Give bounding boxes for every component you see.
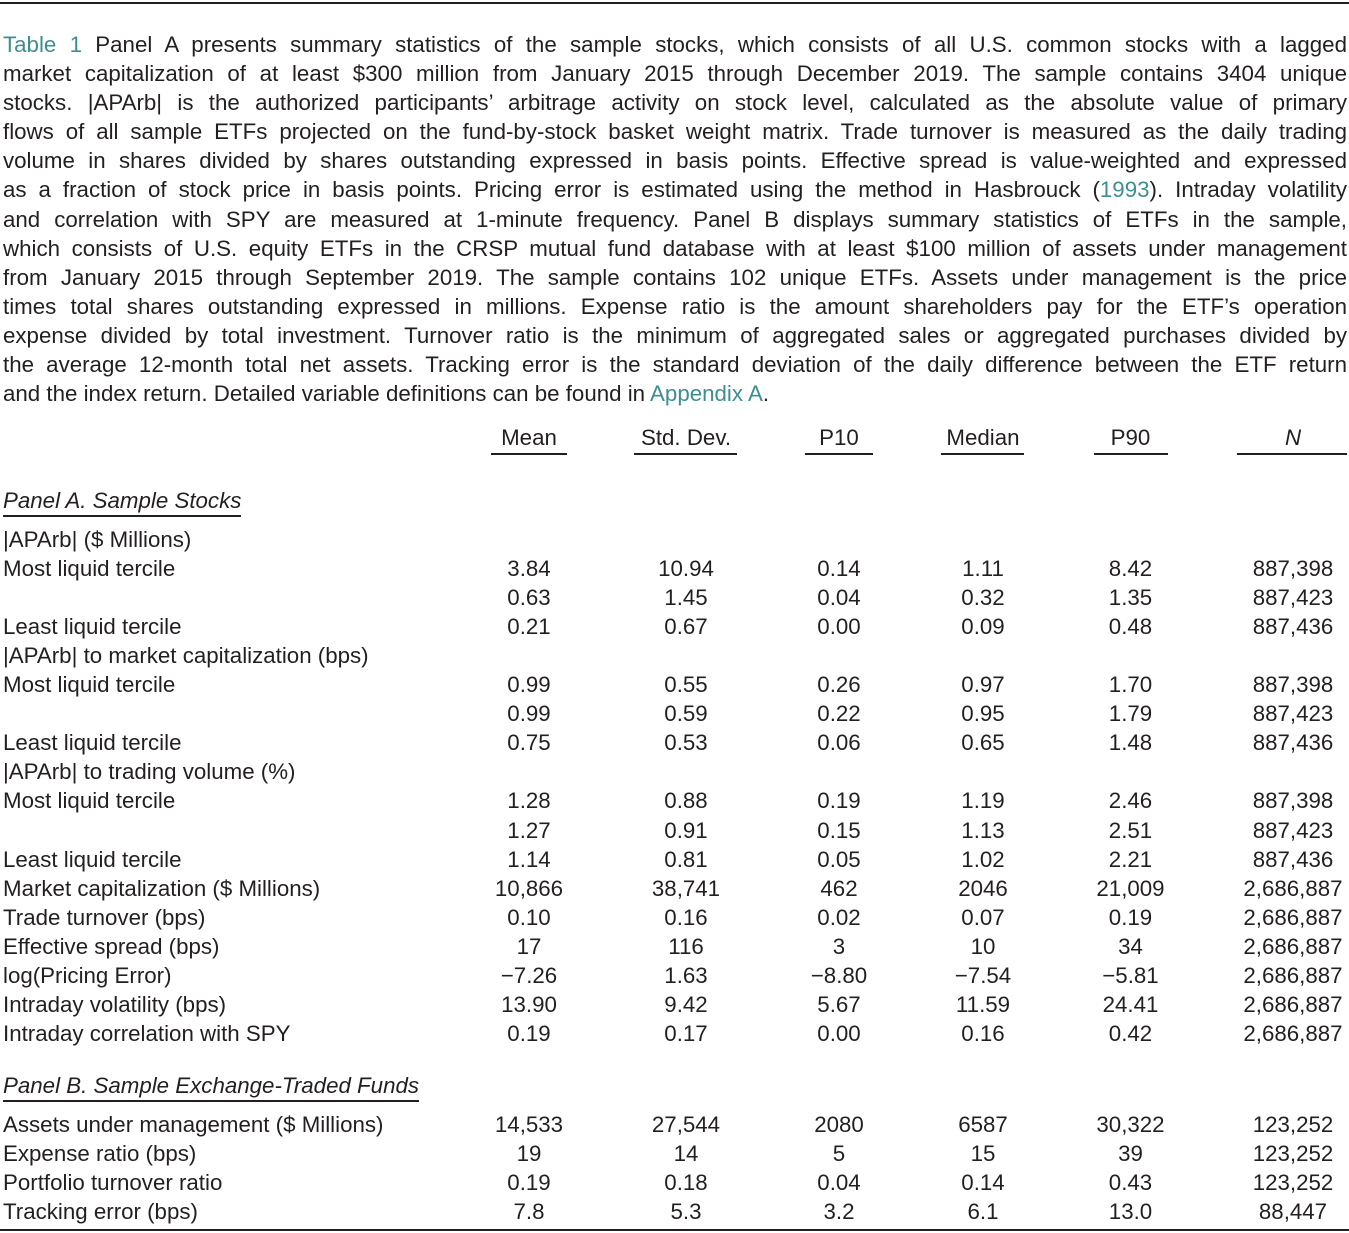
table-cell: 21,009 — [1096, 875, 1165, 901]
table-cell: 0.67 — [664, 614, 708, 640]
table-cell: 2.51 — [1108, 817, 1153, 843]
row-label: log(Pricing Error) — [3, 962, 172, 988]
table-cell: 8.42 — [1108, 556, 1153, 582]
table-cell: 15 — [970, 1141, 996, 1167]
table-cell: 30,322 — [1096, 1112, 1165, 1137]
table-row — [0, 990, 1349, 1019]
caption-line: and correlation with SPY are measured at 1-minute frequency. Panel B displays summary statistics of ETFs in the sample, — [3, 206, 1347, 232]
caption-line: from January 2015 through September 2019. The sample contains 102 unique ETFs. Assets under management is the price — [3, 264, 1347, 290]
table-cell: 5 — [832, 1141, 846, 1167]
table-cell: 887,398 — [1252, 788, 1334, 814]
caption-line: flows of all sample ETFs projected on the fund-by-stock basket weight matrix. Trade turnover is measured as the daily trading — [3, 119, 1347, 145]
table-caption — [3, 30, 1347, 408]
caption-line — [3, 379, 1347, 408]
row-label: |APArb| to market capitalization (bps) — [3, 643, 369, 669]
table-cell: 116 — [668, 933, 704, 959]
caption-text: . — [762, 381, 770, 407]
table-cell: 0.19 — [817, 788, 861, 814]
table-cell: 39 — [1118, 1141, 1143, 1167]
table-header-row — [0, 423, 1349, 452]
table-row — [0, 554, 1349, 583]
table-cell: 2,686,887 — [1243, 904, 1343, 930]
table-cell: 1.27 — [507, 817, 551, 843]
table-cell: 2,686,887 — [1243, 875, 1343, 901]
reference-link[interactable]: Appendix A — [650, 381, 763, 407]
table-cell: 5.3 — [670, 1199, 702, 1225]
table-cell: 887,436 — [1252, 730, 1334, 756]
table-cell: 887,398 — [1252, 672, 1334, 698]
table-cell: 0.99 — [507, 672, 551, 698]
table-label-link[interactable]: Table 1 — [3, 32, 82, 57]
row-label: Intraday volatility (bps) — [3, 991, 227, 1017]
table-cell: 887,398 — [1252, 556, 1334, 582]
table-cell: 1.02 — [961, 846, 1005, 872]
table-cell: 1.28 — [507, 788, 551, 814]
table-cell: 10.94 — [658, 556, 714, 582]
caption-line: expense divided by total investment. Turnover ratio is the minimum of aggregated sales or aggregated purchases divided by — [3, 322, 1347, 348]
header-underline — [1094, 453, 1168, 455]
column-header-median: Median — [946, 425, 1020, 450]
caption-line: which consists of U.S. equity ETFs in the CRSP mutual fund database with at least $100 million of assets under management — [3, 235, 1347, 261]
table-cell: 0.00 — [817, 614, 861, 640]
table-cell: 1.63 — [664, 962, 708, 988]
table-cell: 0.04 — [817, 585, 861, 611]
table-row — [0, 583, 1349, 612]
table-cell: 887,436 — [1252, 846, 1334, 872]
table-cell: 13.0 — [1108, 1199, 1153, 1225]
table-cell: 0.09 — [961, 614, 1005, 640]
column-header-p10: P10 — [819, 425, 859, 450]
table-cell: 1.35 — [1108, 585, 1153, 611]
table-cell: 0.22 — [817, 701, 861, 727]
row-label: Intraday correlation with SPY — [3, 1020, 291, 1046]
table-cell: 2,686,887 — [1243, 991, 1343, 1017]
row-label: |APArb| ($ Millions) — [3, 527, 192, 552]
table-cell: 10 — [970, 933, 996, 959]
table-cell: 0.63 — [507, 585, 551, 611]
table-row — [0, 903, 1349, 932]
row-label: Least liquid tercile — [3, 730, 182, 756]
column-header-p90: P90 — [1110, 425, 1151, 450]
caption-line: volume in shares divided by shares outstanding expressed in basis points. Effective spread is value-weighted and expressed — [3, 148, 1347, 174]
table-row — [0, 757, 1349, 786]
reference-link[interactable]: 1993 — [1099, 177, 1150, 203]
row-label: Most liquid tercile — [3, 788, 176, 814]
table-row — [0, 1197, 1349, 1226]
table-cell: 0.18 — [664, 1170, 708, 1196]
table-cell: 0.05 — [817, 846, 861, 872]
table-cell: 1.70 — [1108, 672, 1153, 698]
table-cell: 6587 — [958, 1112, 1008, 1137]
table-cell: 24.41 — [1102, 991, 1159, 1017]
caption-line — [3, 30, 1347, 59]
caption-line: stocks. |APArb| is the authorized participants’ arbitrage activity on stock level, calculated as the absolute value of primary — [3, 90, 1347, 116]
table-cell: 0.81 — [664, 846, 708, 872]
table-cell: 0.14 — [817, 556, 861, 582]
table-cell: 123,252 — [1252, 1112, 1334, 1137]
caption-line: times total shares outstanding expressed in millions. Expense ratio is the amount shareholders pay for the ETF’s operation — [3, 293, 1347, 319]
table-cell: 0.97 — [961, 672, 1005, 698]
header-underline — [941, 453, 1024, 455]
table-cell: 0.14 — [961, 1170, 1005, 1196]
table-cell: 0.17 — [664, 1020, 708, 1046]
table-row — [0, 961, 1349, 990]
row-label: Tracking error (bps) — [3, 1199, 198, 1225]
table-row — [0, 1139, 1349, 1168]
caption-text: and the index return. Detailed variable definitions can be found in — [3, 381, 651, 407]
table-cell: 0.21 — [507, 614, 551, 640]
table-cell: 38,741 — [651, 875, 721, 901]
header-underline — [634, 453, 737, 455]
table-row — [0, 874, 1349, 903]
caption-text: as a fraction of stock price in basis points. Pricing error is estimated using the method in Hasbrouck ( — [3, 177, 1100, 203]
table-cell: −5.81 — [1102, 962, 1159, 988]
table-cell: 0.19 — [507, 1020, 551, 1046]
table-row — [0, 699, 1349, 728]
table-cell: 0.48 — [1108, 614, 1153, 640]
table-cell: 13.90 — [501, 991, 557, 1017]
table-row — [0, 1019, 1349, 1048]
row-label: Portfolio turnover ratio — [3, 1170, 223, 1196]
table-cell: 0.04 — [817, 1170, 861, 1196]
row-label: Assets under management ($ Millions) — [3, 1112, 384, 1137]
table-cell: 9.42 — [664, 991, 708, 1017]
table-cell: 1.19 — [961, 788, 1005, 814]
table-row — [0, 641, 1349, 670]
table-cell: 0.59 — [664, 701, 708, 727]
table-cell: 0.16 — [664, 904, 708, 930]
header-underline — [1237, 453, 1347, 455]
column-header-mean: Mean — [501, 425, 557, 450]
table-cell: 0.07 — [961, 904, 1005, 930]
table-cell: 88,447 — [1258, 1199, 1328, 1225]
table-cell: 5.67 — [817, 991, 861, 1017]
table-cell: 0.32 — [961, 585, 1005, 611]
table-cell: 887,423 — [1252, 701, 1334, 727]
table-row — [0, 1168, 1349, 1197]
table-cell: 1.79 — [1108, 701, 1153, 727]
table-cell: 7.8 — [513, 1199, 545, 1225]
table-cell: 1.11 — [962, 556, 1004, 582]
table-cell: 0.06 — [817, 730, 861, 756]
table-row — [0, 816, 1349, 845]
caption-line: the average 12-month total net assets. Tracking error is the standard deviation of the daily difference between the ETF return — [3, 352, 1347, 378]
table-cell: 0.95 — [961, 701, 1005, 727]
table-cell: 0.99 — [507, 701, 551, 727]
table-cell: 1.14 — [507, 846, 551, 872]
table-row — [0, 932, 1349, 961]
table-cell: 0.88 — [664, 788, 708, 814]
panel-b-title: Panel B. Sample Exchange-Traded Funds — [3, 1071, 419, 1102]
table-cell: 1.48 — [1108, 730, 1153, 756]
table-cell: 11.59 — [955, 991, 1011, 1017]
table-cell: 887,423 — [1252, 585, 1334, 611]
row-label: Most liquid tercile — [3, 672, 176, 698]
table-row — [0, 845, 1349, 874]
table-cell: 0.65 — [961, 730, 1005, 756]
table-row — [0, 728, 1349, 757]
table-cell: 123,252 — [1252, 1141, 1334, 1167]
table-cell: 14 — [673, 1141, 699, 1167]
table-cell: 2080 — [814, 1112, 864, 1137]
header-underline — [491, 453, 567, 455]
table-cell: 0.75 — [507, 730, 551, 756]
table-row — [0, 612, 1349, 641]
row-label: Most liquid tercile — [3, 556, 176, 582]
table-cell: 2,686,887 — [1243, 962, 1343, 988]
table-cell: 0.15 — [817, 817, 861, 843]
table-cell: −7.26 — [500, 962, 558, 988]
table-row — [0, 786, 1349, 815]
row-label: |APArb| to trading volume (%) — [3, 759, 296, 785]
table-cell: 0.91 — [664, 817, 708, 843]
table-cell: 0.02 — [817, 904, 861, 930]
table-cell: 27,544 — [651, 1112, 721, 1137]
row-label: Trade turnover (bps) — [3, 904, 206, 930]
table-cell: 887,423 — [1252, 817, 1334, 843]
caption-text: ). Intraday volatility — [1149, 177, 1347, 203]
table-top-rule — [0, 2, 1349, 4]
table-bottom-rule — [0, 1229, 1349, 1231]
header-underline — [805, 453, 873, 455]
panel-a-title: Panel A. Sample Stocks — [3, 486, 241, 517]
table-cell: 0.00 — [817, 1020, 861, 1046]
table-cell: 887,436 — [1252, 614, 1334, 640]
row-label: Market capitalization ($ Millions) — [3, 875, 321, 901]
table-cell: 3 — [832, 933, 846, 959]
table-cell: 2,686,887 — [1243, 1020, 1343, 1046]
table-cell: 0.26 — [817, 672, 861, 698]
column-header-std-dev: Std. Dev. — [640, 425, 732, 450]
table-cell: 34 — [1118, 933, 1143, 959]
table-cell: 2046 — [958, 875, 1008, 901]
caption-text: Panel A presents summary statistics of the sample stocks, which consists of all U.S. common stocks with a lagged — [82, 32, 1347, 57]
table-cell: −8.80 — [810, 962, 868, 988]
table-row — [0, 525, 1349, 554]
table-cell: 0.16 — [961, 1020, 1005, 1046]
table-cell: 0.19 — [507, 1170, 551, 1196]
table-row — [0, 670, 1349, 699]
column-header-n: N — [1284, 425, 1302, 450]
table-cell: 14,533 — [494, 1112, 564, 1137]
table-cell: 17 — [516, 933, 542, 959]
table-cell: 0.43 — [1108, 1170, 1153, 1196]
row-label: Effective spread (bps) — [3, 933, 220, 959]
table-cell: 2,686,887 — [1243, 933, 1343, 959]
table-cell: 2.21 — [1108, 846, 1153, 872]
caption-line: market capitalization of at least $300 million from January 2015 through December 2019. The sample contains 3404 unique — [3, 61, 1347, 87]
table-cell: 3.84 — [507, 556, 551, 582]
table-cell: 462 — [820, 875, 858, 901]
row-label: Least liquid tercile — [3, 846, 182, 872]
table-cell: 0.53 — [664, 730, 708, 756]
row-label: Expense ratio (bps) — [3, 1141, 197, 1167]
table-cell: 10,866 — [494, 875, 564, 901]
table-cell: 0.10 — [507, 904, 551, 930]
table-cell: 0.42 — [1108, 1020, 1153, 1046]
table-cell: 2.46 — [1108, 788, 1153, 814]
row-label: Least liquid tercile — [3, 614, 182, 640]
table-cell: 1.13 — [961, 817, 1005, 843]
table-cell: 3.2 — [823, 1199, 855, 1225]
table-cell: −7.54 — [954, 962, 1012, 988]
table-row — [0, 1110, 1349, 1139]
table-cell: 19 — [516, 1141, 542, 1167]
table-cell: 0.19 — [1108, 904, 1153, 930]
table-cell: 0.55 — [664, 672, 708, 698]
table-cell: 1.45 — [664, 585, 708, 611]
table-cell: 123,252 — [1252, 1170, 1334, 1196]
caption-line — [3, 175, 1347, 204]
table-cell: 6.1 — [967, 1199, 999, 1225]
